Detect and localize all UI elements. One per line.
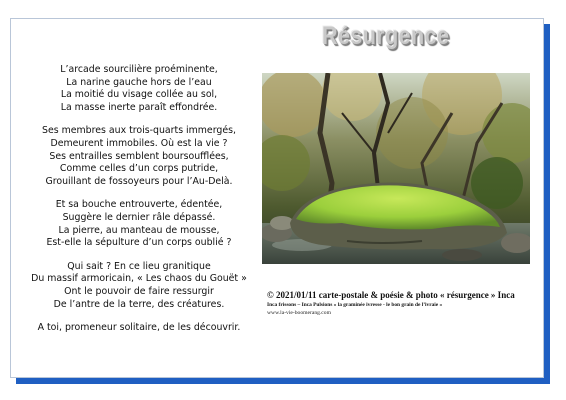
stanza-1 [24,64,254,114]
poem-line: Ses entrailles semblent boursoufflées, [49,150,229,162]
poem-line: Et sa bouche entrouverte, édentée, [55,199,223,211]
poem-line: Suggère le dernier râle dépassé. [62,211,216,223]
poem-title: Résurgence [322,22,450,50]
poem-line: Est-elle la sépulture d’un corps oublié ? [46,237,232,249]
poem-line: La pierre, au manteau de mousse, [58,224,220,236]
poem-line: De l’antre de la terre, des créatures. [53,298,225,310]
poem-line: La narine gauche hors de l’eau [66,76,212,88]
stanza-4 [24,261,254,311]
poem-line: La moitié du visage collée au sol, [60,89,218,101]
stanza-2 [24,125,254,188]
poem-line: La masse inerte paraît effondrée. [60,101,218,113]
caption-website: www.la-vie-boomerang.com [267,310,331,316]
photo-caption [267,290,557,316]
poem-line: Qui sait ? En ce lieu granitique [67,260,211,272]
stanza-5 [24,322,254,335]
stanza-3 [24,199,254,249]
poem-line: Du massif armoricain, « Les chaos du Gouët » [31,273,247,285]
poem-text [24,64,254,346]
poem-line: Ont le pouvoir de faire ressurgir [64,285,214,297]
caption-copyright: © 2021/01/11 carte-postale & poésie & photo « résurgence » Inca [267,290,515,300]
caption-subtitle: Inca frissons – Inca Pulsions « la graminée ivresse - le bon grain de l’ivraie » [267,302,443,308]
poem-line: Grouillant de fossoyeurs pour l’Au-Delà. [45,175,233,187]
poem-line: Demeurent immobiles. Où est la vie ? [50,137,228,149]
poem-line: Ses membres aux trois-quarts immergés, [42,125,236,137]
poem-line: Comme celles d’un corps putride, [59,163,219,175]
poem-line: L’arcade sourcilière proéminente, [60,64,218,75]
forest-river-photo [262,73,530,264]
poem-line: A toi, promeneur solitaire, de les découvrir. [37,322,241,334]
